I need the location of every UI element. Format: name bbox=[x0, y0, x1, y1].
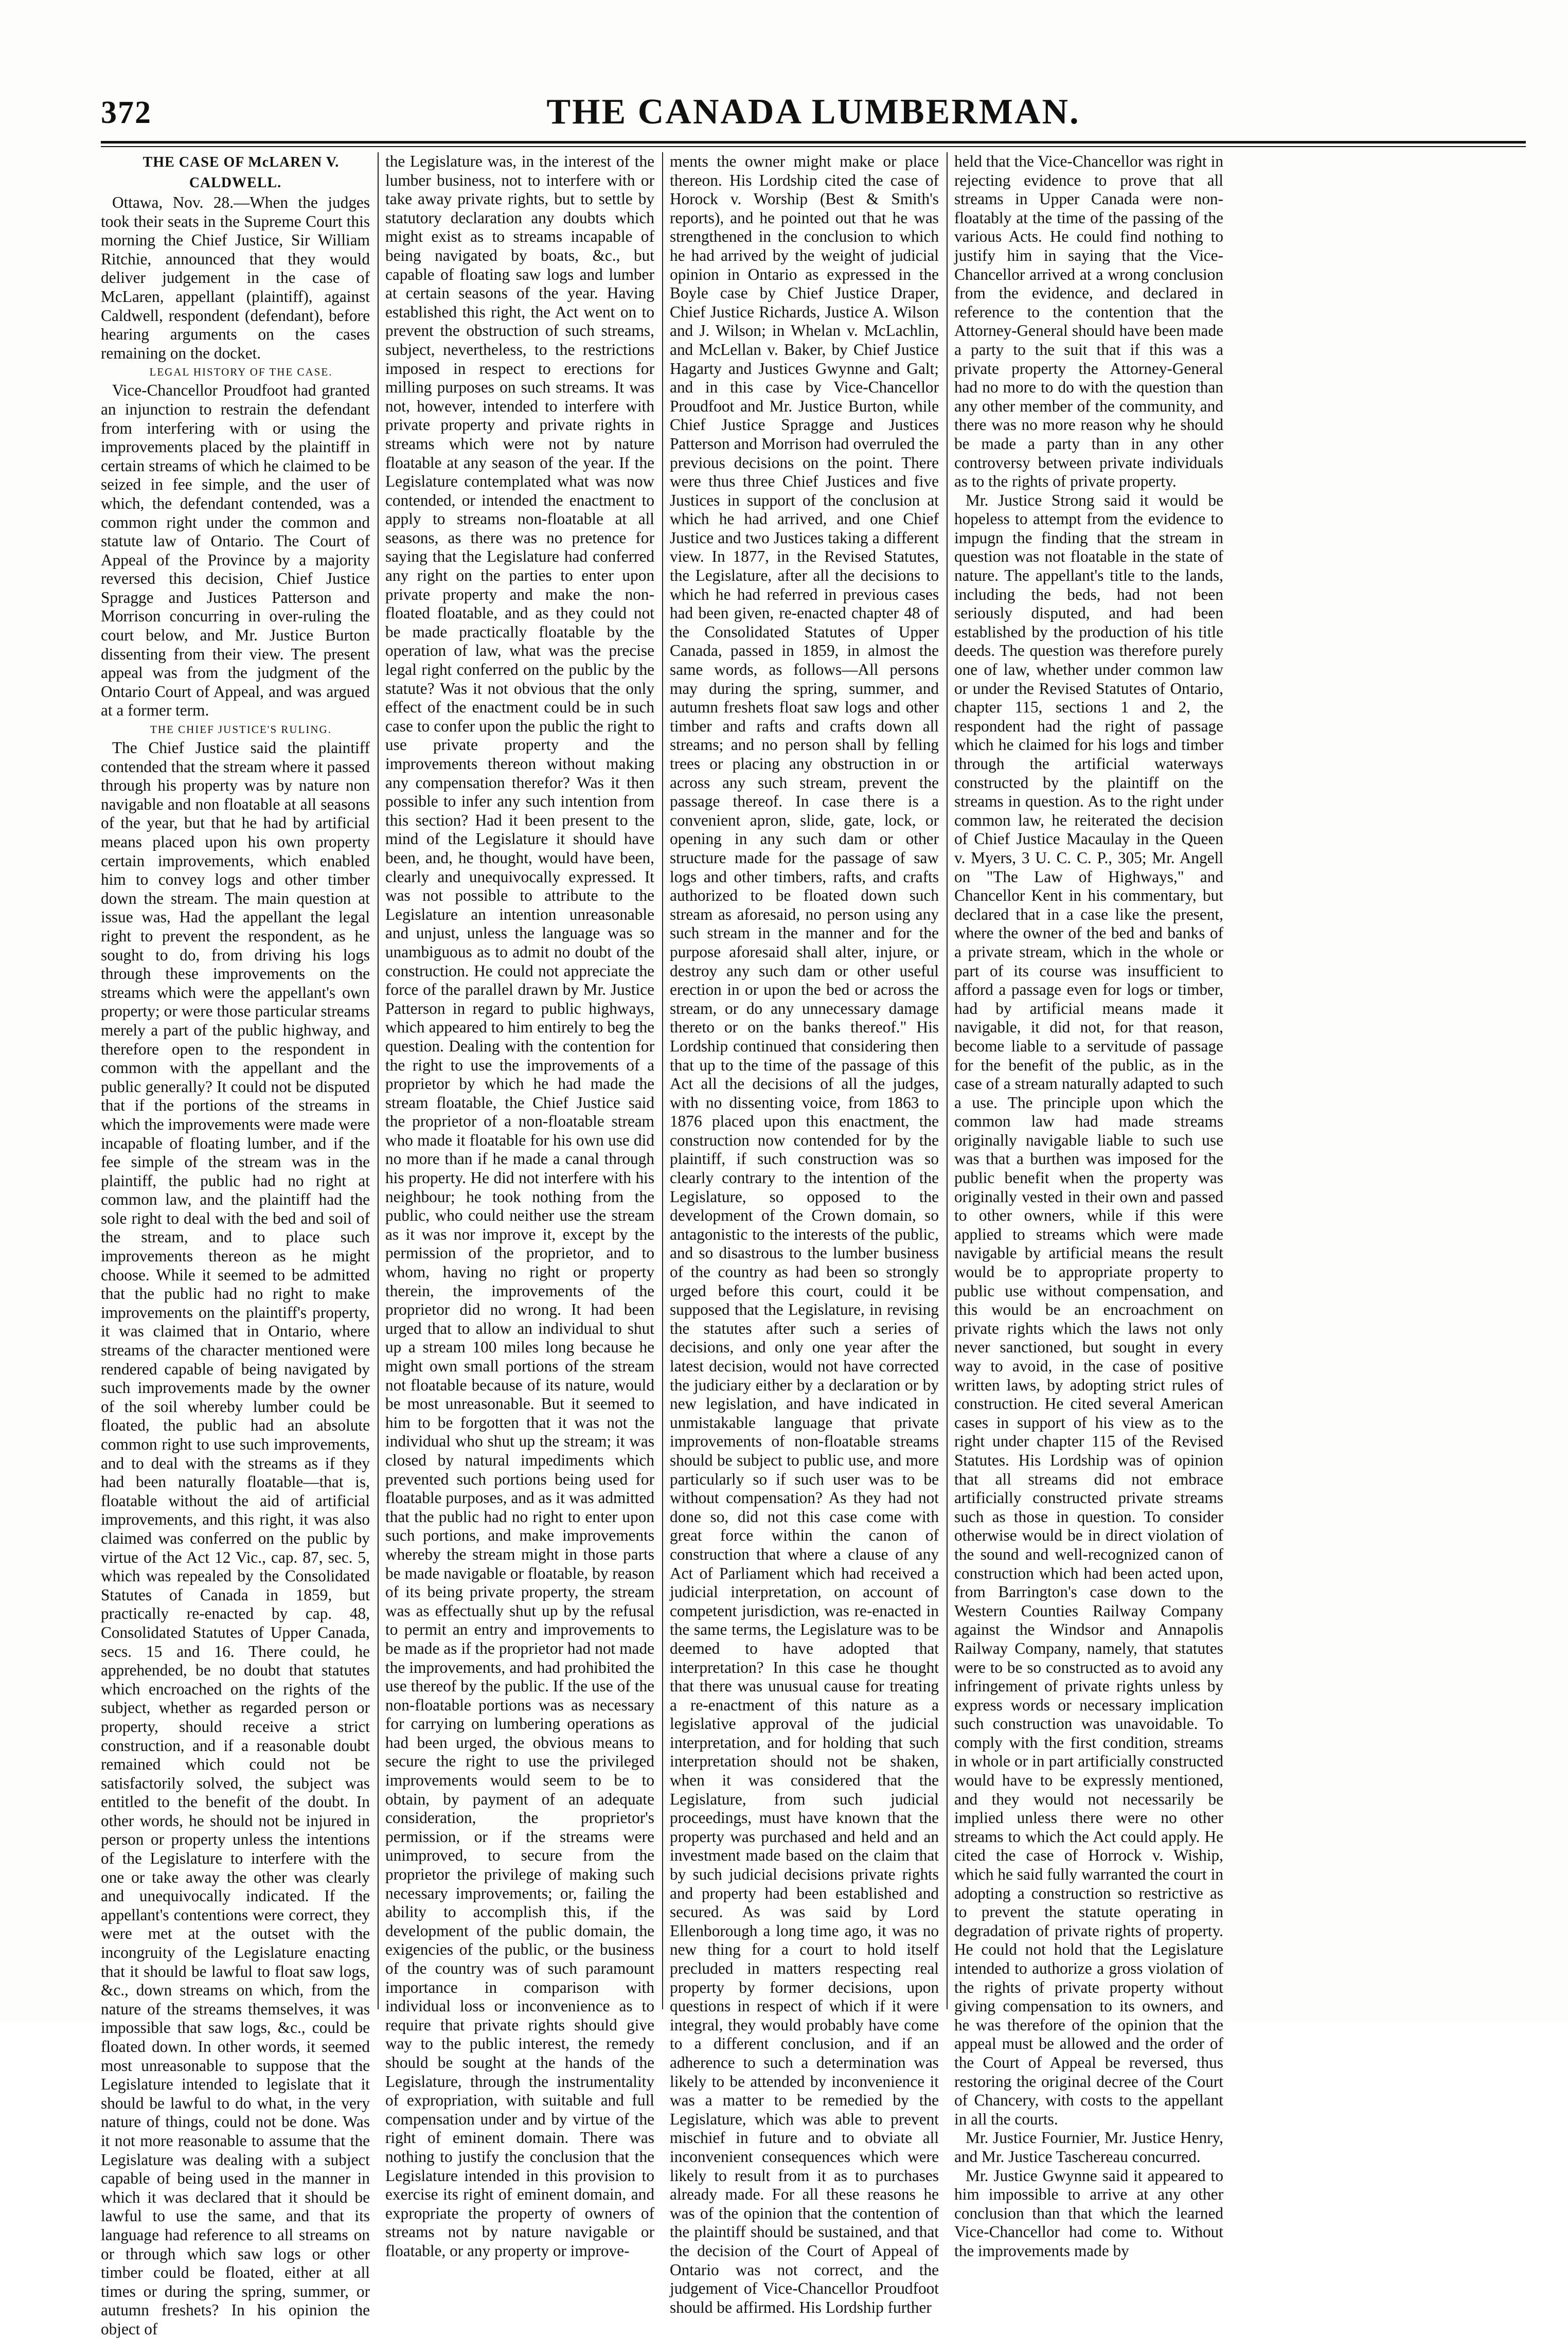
column-divider bbox=[947, 152, 948, 2009]
column-4 bbox=[954, 152, 1223, 2260]
chief-justice-paragraph-2: the Legislature was, in the interest of the lumber business, not to interfere with or take away private rights, but to settle by statutory declaration any doubts which might exist as to streams incapable of being navigated by boats, &c., but capable of floating saw logs and lumber at certain seasons of the year. Having established this right, the Act went on to prevent the obstruction of such streams, subject, nevertheless, to the restrictions imposed in respect to erections for milling purposes on such streams. It was not, however, intended to interfere with private property and private rights in streams which were not by nature floatable at any season of the year. If the Legislature contemplated what was now contended, or intended the enactment to apply to streams non-floatable at all seasons, as there was no pretence for saying that the Legislature had conferred any right on the parties to enter upon private property and make the non-floated floatable, and as they could not be made practically floatable by the operation of law, what was the precise legal right conferred on the public by the statute? Was it not obvious that the only effect of the enactment could be in such case to confer upon the public the right to use private property and the improvements thereon without making any compensation therefor? Was it then possible to infer any such intention from this section? Had it been present to the mind of the Legislature it should have been, and, he thought, would have been, clearly and unequivocally expressed. It was not possible to attribute to the Legislature an intention unreasonable and unjust, unless the language was so unambiguous as to admit no doubt of the construction. He could not appreciate the force of the parallel drawn by Mr. Justice Patterson in regard to public highways, which appeared to him entirely to beg the question. Dealing with the contention for the right to use the improvements of a proprietor by which he had made the stream floatable, the Chief Justice said the proprietor of a non-floatable stream who made it floatable for his own use did no more than if he made a canal through his property. He did not interfere with his neighbour; he took nothing from the public, who could neither use the stream as it was nor improve it, except by the permission of the proprietor, and to whom, having no right or property therein, the improvements of the proprietor did no wrong. It had been urged that to allow an individual to shut up a stream 100 miles long because he might own small portions of the stream not floatable because of its nature, would be most unreasonable. But it seemed to him to be forgotten that it was not the individual who shut up the stream; it was closed by natural impediments which prevented such portions being used for floatable purposes, and as it was admitted that the public had no right to enter upon such portions, and make improvements whereby the stream might in those parts be made navigable or floatable, by reason of its being private property, the stream was as effectually shut up by the refusal to permit an entry and improvements to be made as if the proprietor had not made the improvements, and had prohibited the use thereof by the public. If the use of the non-floatable portions was as necessary for carrying on lumbering operations as had been urged, the obvious means to secure the right to use the privileged improvements would seem to be to obtain, by payment of an adequate consideration, the proprietor's permission, or if the streams were unimproved, to secure from the proprietor the privilege of making such necessary improvements; or, failing the ability to accomplish this, if the development of the public domain, the exigencies of the public, or the business of the country was of such paramount importance in comparison with individual loss or inconvenience as to require that private rights should give way to the public interest, the remedy should be sought at the hands of the Legislature, through the instrumentality of expropriation, with suitable and full compensation under and by virtue of the right of eminent domain. There was nothing to justify the conclusion that the Legislature intended in this provision to exercise its right of eminent domain, and expropriate the property of owners of streams not by nature navigable or floatable, or any property or improve- bbox=[385, 152, 654, 2260]
column-4-text bbox=[954, 152, 1223, 2261]
article-columns bbox=[101, 152, 1526, 2338]
justice-strong-paragraph: Mr. Justice Strong said it would be hopeless to attempt from the evidence to impugn the finding that the stream in question was not floatable in the state of nature. The appellant's title to the lands, including the beds, had not been seriously disputed, and had been established by the production of his title deeds. The question was therefore purely one of law, whether under common law or under the Revised Statutes of Ontario, chapter 115, sections 1 and 2, the respondent had the right of passage which he claimed for his logs and timber through the artificial waterways constructed by the plaintiff on the streams in question. As to the right under common law, he reiterated the decision of Chief Justice Macaulay in the Queen v. Myers, 3 U. C. C. P., 305; Mr. Angell on "The Law of Highways," and Chancellor Kent in his commentary, but declared that in a case like the present, where the owner of the bed and banks of a private stream, which in the whole or part of its course was insufficient to afford a passage even for logs or timber, had by artificial means made it navigable, it did not, for that reason, become liable to a servitude of passage for the benefit of the public, as in the case of a stream naturally adapted to such a use. The principle upon which the common law had made streams originally navigable liable to such use was that a burthen was imposed for the public benefit when the property was originally vested in their own and passed to other owners, while if this were applied to streams which were made navigable by artificial means the result would be to appropriate property to public use without compensation, and this would be an encroachment on private rights which the laws not only never sanctioned, but sought in every way to avoid, in the case of positive written laws, by adopting strict rules of construction. He cited several American cases in support of his view as to the right under chapter 115 of the Revised Statutes. His Lordship was of opinion that all streams did not embrace artificially constructed private streams such as those in question. To consider otherwise would be in direct violation of the sound and well-recognized canon of construction which had been acted upon, from Barrington's case down to the Western Counties Railway Company against the Windsor and Annapolis Railway Company, namely, that statutes were to be so constructed as to avoid any infringement of private rights unless by express words or necessary implication such construction was unavoidable. To comply with the first condition, streams in whole or in part artificially constructed would have to be expressly mentioned, and they would not necessarily be implied unless there were no other streams to which the Act could apply. He cited the case of Horrock v. Wiship, which he said fully warranted the court in adopting a construction so restrictive as to prevent the statute operating in degradation of private rights of property. He could not hold that the Legislature intended to authorize a gross violation of the rights of private property without giving compensation to its owners, and he was therefore of the opinion that the appeal must be allowed and the order of the Court of Appeal be reversed, thus restoring the original decree of the Court of Chancery, with costs to the appellant in all the courts. bbox=[954, 491, 1223, 2128]
article-lead: Ottawa, Nov. 28.—When the judges took their seats in the Supreme Court this morning the Chief Justice, Sir William Ritchie, announced that they would deliver judgement in the case of McLaren, appellant (plaintiff), against Caldwell, respondent (defendant), before hearing arguments on the cases remaining on the docket. bbox=[101, 193, 370, 362]
column-divider bbox=[662, 152, 663, 2009]
newspaper-title: THE CANADA LUMBERMAN. bbox=[546, 92, 1080, 132]
chief-justice-paragraph-3: ments the owner might make or place thereon. His Lordship cited the case of Horock v. Worship (Best & Smith's reports), and he pointed out that he was strengthened in the conclusion to which he had arrived by the weight of judicial opinion in Ontario as expressed in the Boyle case by Chief Justice Draper, Chief Justice Richards, Justice A. Wilson and J. Wilson; in Whelan v. McLachlin, and McLellan v. Baker, by Chief Justice Hagarty and Justices Gwynne and Galt; and in this case by Vice-Chancellor Proudfoot and Mr. Justice Burton, while Chief Justice Spragge and Justices Patterson and Morrison had overruled the previous decisions on the point. There were thus three Chief Justices and five Justices in support of the conclusion at which he had arrived, and one Chief Justice and two Justices taking a different view. In 1877, in the Revised Statutes, the Legislature, after all the decisions to which he had referred in previous cases had been given, re-enacted chapter 48 of the Consolidated Statutes of Upper Canada, passed in 1859, in almost the same words, as follows—All persons may during the spring, summer, and autumn freshets float saw logs and other timber and rafts and crafts down all streams; and no person shall by felling trees or placing any obstruction in or across any such stream, prevent the passage thereof. In case there is a convenient apron, slide, gate, lock, or opening in any such dam or other structure made for the passage of saw logs and other timbers, rafts, and crafts authorized to be floated down such stream as aforesaid, no person using any such stream in the manner and for the purpose aforesaid shall alter, injure, or destroy any such dam or other useful erection in or upon the bed or across the stream, or do any unnecessary damage thereto or on the banks thereof." His Lordship continued that considering then that up to the time of the passage of this Act all the decisions of all the judges, with no dissenting voice, from 1863 to 1876 placed upon this enactment, the construction now contended for by the plaintiff, if such construction was so clearly contrary to the intention of the Legislature, so opposed to the development of the Crown domain, so antagonistic to the interests of the public, and so disastrous to the lumber business of the country as had been so strongly urged before this court, could it be supposed that the Legislature, in revising the statutes after such a series of decisions, and only one year after the latest decision, would not have corrected the judiciary either by a declaration or by new legislation, and have indicated in unmistakable language that private improvements of non-floatable streams should be subject to public use, and more particularly so if such user was to be without compensation? As they had not done so, did not this case come with great force within the canon of construction that where a clause of any Act of Parliament which had received a judicial interpretation, on account of competent jurisdiction, was re-enacted in the same terms, the Legislature was to be deemed to have adopted that interpretation? In this case he thought that there was unusual cause for treating a re-enactment of this nature as a legislative approval of the judicial interpretation, and for holding that such interpretation should not be shaken, when it was considered that the Legislature, from such judicial proceedings, must have known that the property was purchased and held and an investment made based on the claim that by such judicial decisions private rights and property had been established and secured. As was said by Lord Ellenborough a long time ago, it was no new thing for a court to hold itself precluded in matters respecting real property by former decisions, upon questions in respect of which if it were integral, they would probably have come to a different conclusion, and if an adherence to such a determination was likely to be attended by inconvenience it was a matter to be remedied by the Legislature, which was able to prevent mischief in future and to obviate all inconvenient consequences which were likely to result from it as to purchases already made. For all these reasons he was of the opinion that the contention of the plaintiff should be sustained, and that the decision of the Court of Appeal of Ontario was not correct, and the judgement of Vice-Chancellor Proudfoot should be affirmed. His Lordship further bbox=[670, 152, 939, 2316]
subhead-legal-history: LEGAL HISTORY OF THE CASE. bbox=[149, 366, 333, 379]
chief-justice-paragraph-4: held that the Vice-Chancellor was right in rejecting evidence to prove that all streams in Upper Canada were non-floatably at the time of the passing of the various Acts. He could find nothing to justify him in saying that the Vice-Chancellor arrived at a wrong conclusion from the evidence, and declared in reference to the contention that the Attorney-General should have been made a party to the suit that if this was a private property the Attorney-General had no more to do with the question than any other member of the community, and there was no more reason why he should be made a party than in any other controversy between private individuals as to the rights of private property. bbox=[954, 152, 1223, 491]
legal-history-paragraph: Vice-Chancellor Proudfoot had granted an injunction to restrain the defendant from interfering with or using the improvements placed by the plaintiff in certain streams of which he claimed to be seized in fee simple, and the user of which, the defendant contended, was a common right under the common and statute law of Ontario. The Court of Appeal of the Province by a majority reversed this decision, Chief Justice Spragge and Justices Patterson and Morrison concurring in over-ruling the court below, and Mr. Justice Burton dissenting from their view. The present appeal was from the judgment of the Ontario Court of Appeal, and was argued at a former term. bbox=[101, 381, 370, 720]
column-1-text bbox=[101, 152, 370, 2339]
column-3-text bbox=[670, 152, 939, 2317]
concurrence-paragraph: Mr. Justice Fournier, Mr. Justice Henry, and Mr. Justice Taschereau concurred. bbox=[954, 2129, 1223, 2166]
page-number: 372 bbox=[101, 95, 152, 130]
column-2-text bbox=[385, 152, 654, 2261]
column-2 bbox=[385, 152, 654, 2260]
column-divider bbox=[378, 152, 379, 2009]
chief-justice-paragraph-1: The Chief Justice said the plaintiff contended that the stream where it passed through his property was by nature non navigable and non floatable at all seasons of the year, but that he had by artificial means placed upon his own property certain improvements, which enabled him to convey logs and other timber down the stream. The main question at issue was, Had the appellant the legal right to prevent the respondent, as he sought to do, from driving his logs through these improvements on the streams which were the appellant's own property; or were those particular streams merely a part of the public highway, and therefore open to the respondent in common with the appellant and the public generally? It could not be disputed that if the portions of the streams in which the improvements were made were incapable of floating lumber, and if the fee simple of the stream was in the plaintiff, the public had no right at common law, and the plaintiff had the sole right to deal with the bed and soil of the stream, and to place such improvements thereon as he might choose. While it seemed to be admitted that the public had no right to make improvements on the plaintiff's property, it was claimed that in Ontario, where streams of the character mentioned were rendered capable of being navigated by such improvements made by the owner of the soil whereby lumber could be floated, the public had an absolute common right to use such improvements, and to deal with the streams as if they had been naturally floatable—that is, floatable without the aid of artificial improvements, and this right, it was also claimed was conferred on the public by virtue of the Act 12 Vic., cap. 87, sec. 5, which was repealed by the Consolidated Statutes of Canada in 1859, but practically re-enacted by cap. 48, Consolidated Statutes of Upper Canada, secs. 15 and 16. There could, he apprehended, be no doubt that statutes which encroached on the rights of the subject, whether as regarded person or property, should receive a strict construction, and if a reasonable doubt remained which could not be satisfactorily solved, the subject was entitled to the benefit of the doubt. In other words, he should not be injured in person or property unless the intentions of the Legislature to interfere with the one or take away the other was clearly and unequivocally indicated. If the appellant's contentions were correct, they were met at the outset with the incongruity of the Legislature enacting that it should be lawful to float saw logs, &c., down streams on which, from the nature of the streams themselves, it was impossible that saw logs, &c., could be floated down. In other words, it seemed most unreasonable to suppose that the Legislature intended to legislate that it should be lawful to do what, in the very nature of things, could not be done. Was it not more reasonable to assume that the Legislature was dealing with a subject capable of being used in the manner in which it was declared that it should be lawful to use the same, and that its language had reference to all streams on or through which saw logs or other timber could be floated, either at all times or during the spring, summer, or autumn freshets? In his opinion the object of bbox=[101, 739, 370, 2338]
subhead-chief-justice-ruling: THE CHIEF JUSTICE'S RULING. bbox=[150, 723, 332, 736]
article-headline: THE CASE OF McLAREN V. CALDWELL. bbox=[142, 154, 340, 191]
masthead-rule-thin bbox=[101, 146, 1526, 147]
justice-gwynne-paragraph: Mr. Justice Gwynne said it appeared to him impossible to arrive at any other conclusion than that which the learned Vice-Chancellor had come to. Without the improvements made by bbox=[954, 2166, 1223, 2260]
column-3 bbox=[670, 152, 939, 2316]
column-1 bbox=[101, 152, 370, 2338]
masthead bbox=[101, 92, 1526, 141]
masthead-rule bbox=[101, 141, 1526, 144]
